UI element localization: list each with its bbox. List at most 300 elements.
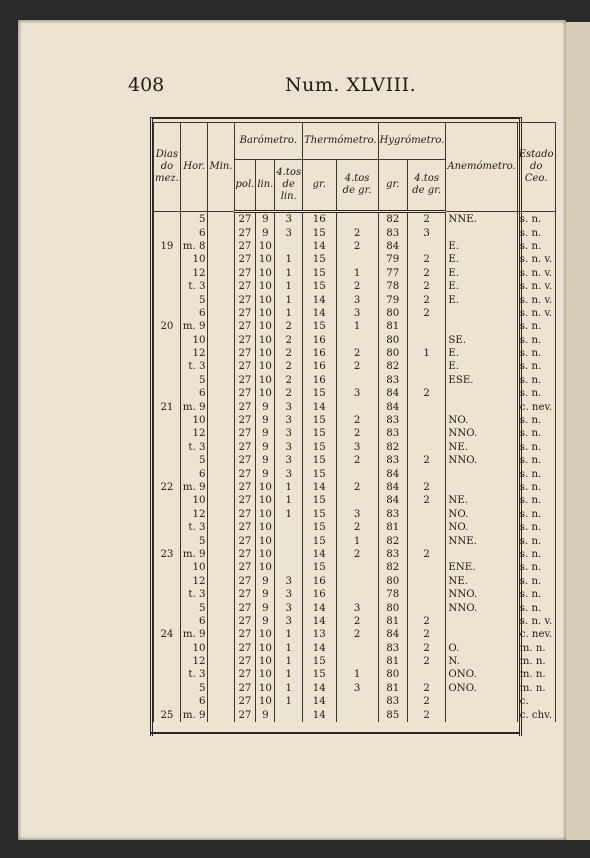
hygrometer-quarter-cell [407,427,446,440]
barometer-pol-cell: 27 [234,508,256,521]
hygrometer-quarter-cell: 2 [407,695,446,708]
anemometer-cell: SE. [446,334,517,347]
thermometer-quarter-cell: 2 [336,414,378,427]
barometer-pol-cell: 27 [234,682,256,695]
day-cell [154,561,181,574]
header-hor: Hor. [180,123,208,212]
barometer-quarter-lin-cell [275,708,303,721]
sky-state-cell: s. n. [517,441,555,454]
day-cell [154,642,181,655]
thermometer-gr-cell: 14 [303,708,336,721]
barometer-pol-cell: 27 [234,441,256,454]
thermometer-gr-cell: 14 [303,642,336,655]
thermometer-quarter-cell [336,588,378,601]
thermometer-gr-cell: 15 [303,467,336,480]
anemometer-cell: NO. [446,521,517,534]
hygrometer-gr-cell: 80 [378,334,407,347]
hour-cell: 6 [180,226,208,239]
hygrometer-gr-cell: 82 [378,360,407,373]
anemometer-cell: ESE. [446,374,517,387]
sky-state-cell: s. n. [517,494,555,507]
hygrometer-quarter-cell [407,561,446,574]
barometer-quarter-lin-cell [275,521,303,534]
sky-state-cell: s. n. [517,334,555,347]
thermometer-gr-cell: 14 [303,601,336,614]
thermometer-gr-cell: 14 [303,548,336,561]
day-cell [154,307,181,320]
thermometer-quarter-cell [336,400,378,413]
day-cell [154,374,181,387]
minute-cell [208,548,234,561]
day-cell [154,494,181,507]
barometer-pol-cell: 27 [234,360,256,373]
hygrometer-quarter-cell: 2 [407,293,446,306]
header-quartos-lin: 4.tos de lin. [275,160,303,212]
barometer-pol-cell: 27 [234,253,256,266]
barometer-lin-cell: 10 [256,293,275,306]
minute-cell [208,642,234,655]
minute-cell [208,695,234,708]
barometer-pol-cell: 27 [234,280,256,293]
thermometer-quarter-cell [336,708,378,721]
hygrometer-gr-cell: 80 [378,307,407,320]
barometer-lin-cell: 10 [256,521,275,534]
anemometer-cell: NNO. [446,454,517,467]
barometer-lin-cell: 10 [256,307,275,320]
thermometer-quarter-cell [336,212,378,227]
sky-state-cell: s. n. [517,575,555,588]
thermometer-gr-cell: 15 [303,561,336,574]
barometer-pol-cell: 27 [234,414,256,427]
thermometer-gr-cell: 16 [303,334,336,347]
thermometer-gr-cell: 14 [303,400,336,413]
minute-cell [208,655,234,668]
barometer-lin-cell: 10 [256,347,275,360]
sky-state-cell: s. n. [517,360,555,373]
barometer-quarter-lin-cell: 3 [275,467,303,480]
hygrometer-gr-cell: 83 [378,548,407,561]
anemometer-cell: E. [446,240,517,253]
header-barometro: Barómetro. [234,123,303,160]
day-cell [154,253,181,266]
hour-cell: 6 [180,467,208,480]
sky-state-cell: s. n. [517,481,555,494]
hygrometer-quarter-cell: 2 [407,307,446,320]
table-body [154,212,556,722]
thermometer-gr-cell: 15 [303,668,336,681]
minute-cell [208,360,234,373]
hour-cell: 5 [180,454,208,467]
thermometer-quarter-cell [336,655,378,668]
hygrometer-gr-cell: 82 [378,534,407,547]
day-cell [154,521,181,534]
day-cell [154,588,181,601]
day-cell: 25 [154,708,181,721]
table-row [154,655,556,668]
day-cell [154,387,181,400]
day-cell [154,682,181,695]
thermometer-gr-cell: 16 [303,347,336,360]
barometer-quarter-lin-cell: 3 [275,226,303,239]
anemometer-cell [446,387,517,400]
minute-cell [208,414,234,427]
thermometer-gr-cell: 15 [303,508,336,521]
anemometer-cell: NNE. [446,212,517,227]
thermometer-quarter-cell: 1 [336,534,378,547]
thermometer-gr-cell: 14 [303,615,336,628]
barometer-pol-cell: 27 [234,400,256,413]
thermometer-quarter-cell: 2 [336,548,378,561]
barometer-pol-cell: 27 [234,240,256,253]
hour-cell: t. 3 [180,280,208,293]
thermometer-quarter-cell: 3 [336,601,378,614]
barometer-pol-cell: 27 [234,387,256,400]
hygrometer-gr-cell: 77 [378,267,407,280]
minute-cell [208,521,234,534]
hygrometer-gr-cell: 84 [378,467,407,480]
thermometer-gr-cell: 15 [303,226,336,239]
hour-cell: m. 9 [180,708,208,721]
thermometer-gr-cell: 14 [303,695,336,708]
barometer-quarter-lin-cell: 3 [275,212,303,227]
barometer-lin-cell: 9 [256,601,275,614]
table-row [154,668,556,681]
barometer-lin-cell: 10 [256,387,275,400]
thermometer-gr-cell: 16 [303,374,336,387]
barometer-quarter-lin-cell: 2 [275,387,303,400]
sky-state-cell: s. n. [517,521,555,534]
anemometer-cell: NNO. [446,588,517,601]
hygrometer-quarter-cell: 1 [407,347,446,360]
thermometer-quarter-cell: 2 [336,481,378,494]
hour-cell: 12 [180,427,208,440]
barometer-lin-cell: 10 [256,548,275,561]
anemometer-cell [446,615,517,628]
thermometer-quarter-cell: 3 [336,307,378,320]
hygrometer-gr-cell: 81 [378,615,407,628]
minute-cell [208,240,234,253]
barometer-lin-cell: 10 [256,668,275,681]
hygrometer-quarter-cell: 2 [407,280,446,293]
barometer-quarter-lin-cell: 1 [275,267,303,280]
anemometer-cell: NE. [446,441,517,454]
hygrometer-gr-cell: 84 [378,240,407,253]
anemometer-cell: NNE. [446,534,517,547]
thermometer-gr-cell: 16 [303,360,336,373]
hour-cell: t. 3 [180,588,208,601]
day-cell [154,280,181,293]
minute-cell [208,628,234,641]
hygrometer-gr-cell: 84 [378,481,407,494]
sky-state-cell: s. n. [517,548,555,561]
hygrometer-gr-cell: 83 [378,226,407,239]
weather-observation-table [153,122,556,722]
hour-cell: 12 [180,347,208,360]
barometer-lin-cell: 10 [256,267,275,280]
barometer-quarter-lin-cell: 3 [275,427,303,440]
anemometer-cell: NO. [446,508,517,521]
barometer-pol-cell: 27 [234,212,256,227]
hygrometer-gr-cell: 82 [378,441,407,454]
barometer-quarter-lin-cell: 3 [275,454,303,467]
day-cell: 19 [154,240,181,253]
thermometer-quarter-cell: 1 [336,320,378,333]
barometer-lin-cell: 10 [256,360,275,373]
minute-cell [208,561,234,574]
thermometer-quarter-cell [336,695,378,708]
thermometer-gr-cell: 15 [303,521,336,534]
hygrometer-quarter-cell [407,441,446,454]
header-anemometro: Anemómetro. [446,123,517,212]
day-cell [154,347,181,360]
minute-cell [208,588,234,601]
thermometer-gr-cell: 14 [303,240,336,253]
thermometer-quarter-cell: 2 [336,521,378,534]
table-row [154,253,556,266]
thermometer-quarter-cell: 2 [336,454,378,467]
barometer-pol-cell: 27 [234,427,256,440]
table-row [154,521,556,534]
hygrometer-quarter-cell [407,601,446,614]
thermometer-quarter-cell [336,642,378,655]
hygrometer-quarter-cell: 2 [407,253,446,266]
minute-cell [208,534,234,547]
hygrometer-quarter-cell [407,400,446,413]
minute-cell [208,467,234,480]
minute-cell [208,280,234,293]
facing-page-edge [566,22,590,840]
minute-cell [208,601,234,614]
sky-state-cell: m. n. [517,668,555,681]
barometer-pol-cell: 27 [234,615,256,628]
minute-cell [208,441,234,454]
barometer-quarter-lin-cell [275,561,303,574]
barometer-quarter-lin-cell: 1 [275,655,303,668]
anemometer-cell: E. [446,347,517,360]
minute-cell [208,508,234,521]
barometer-pol-cell: 27 [234,708,256,721]
barometer-lin-cell: 10 [256,508,275,521]
sky-state-cell: s. n. v. [517,615,555,628]
barometer-quarter-lin-cell: 2 [275,334,303,347]
table-row [154,414,556,427]
sky-state-cell: s. n. [517,534,555,547]
anemometer-cell [446,708,517,721]
table-row [154,575,556,588]
hour-cell: 10 [180,334,208,347]
sky-state-cell: s. n. v. [517,307,555,320]
day-cell [154,534,181,547]
minute-cell [208,494,234,507]
barometer-lin-cell: 10 [256,561,275,574]
barometer-pol-cell: 27 [234,668,256,681]
header-estado: Estado do Ceo. [517,123,555,212]
header-min: Min. [208,123,234,212]
sky-state-cell: s. n. [517,427,555,440]
hygrometer-quarter-cell: 2 [407,615,446,628]
barometer-quarter-lin-cell: 3 [275,400,303,413]
sky-state-cell: s. n. [517,601,555,614]
minute-cell [208,387,234,400]
anemometer-cell [446,628,517,641]
thermometer-gr-cell: 16 [303,575,336,588]
sky-state-cell: s. n. v. [517,293,555,306]
barometer-pol-cell: 27 [234,521,256,534]
hour-cell: m. 9 [180,628,208,641]
table-row [154,427,556,440]
day-cell [154,360,181,373]
barometer-quarter-lin-cell: 1 [275,494,303,507]
hour-cell: 5 [180,212,208,227]
barometer-quarter-lin-cell: 2 [275,320,303,333]
sky-state-cell: s. n. [517,561,555,574]
header-hygro-gr: gr. [378,160,407,212]
hygrometer-quarter-cell: 2 [407,642,446,655]
barometer-lin-cell: 9 [256,615,275,628]
table-row [154,494,556,507]
thermometer-quarter-cell [336,575,378,588]
hour-cell: m. 9 [180,481,208,494]
thermometer-gr-cell: 14 [303,293,336,306]
thermometer-gr-cell: 15 [303,454,336,467]
thermometer-quarter-cell [336,467,378,480]
sky-state-cell: s. n. [517,467,555,480]
barometer-pol-cell: 27 [234,548,256,561]
hygrometer-quarter-cell: 3 [407,226,446,239]
hygrometer-gr-cell: 81 [378,682,407,695]
sky-state-cell: s. n. [517,212,555,227]
anemometer-cell [446,481,517,494]
hour-cell: 5 [180,601,208,614]
hygrometer-quarter-cell: 2 [407,212,446,227]
day-cell [154,467,181,480]
minute-cell [208,267,234,280]
barometer-lin-cell: 10 [256,642,275,655]
hygrometer-quarter-cell [407,374,446,387]
minute-cell [208,615,234,628]
table-row [154,508,556,521]
sky-state-cell: s. n. [517,226,555,239]
hygrometer-gr-cell: 80 [378,347,407,360]
minute-cell [208,708,234,721]
sky-state-cell: s. n. [517,240,555,253]
thermometer-quarter-cell: 2 [336,226,378,239]
sky-state-cell: m. n. [517,682,555,695]
hygrometer-gr-cell: 80 [378,668,407,681]
hour-cell: m. 8 [180,240,208,253]
header-dias: Dias do mez. [154,123,181,212]
barometer-lin-cell: 10 [256,682,275,695]
day-cell [154,615,181,628]
barometer-quarter-lin-cell: 1 [275,293,303,306]
minute-cell [208,293,234,306]
sky-state-cell: c. [517,695,555,708]
anemometer-cell [446,307,517,320]
barometer-lin-cell: 9 [256,588,275,601]
thermometer-gr-cell: 16 [303,212,336,227]
hour-cell: 10 [180,253,208,266]
header-hygro-quartos: 4.tos de gr. [407,160,446,212]
page-number: 408 [128,74,165,96]
thermometer-gr-cell: 15 [303,280,336,293]
day-cell [154,267,181,280]
barometer-lin-cell: 9 [256,400,275,413]
thermometer-quarter-cell [336,494,378,507]
barometer-pol-cell: 27 [234,226,256,239]
hygrometer-gr-cell: 84 [378,387,407,400]
anemometer-cell: ENE. [446,561,517,574]
table-row [154,307,556,320]
table-row [154,280,556,293]
hour-cell: 10 [180,414,208,427]
anemometer-cell: O. [446,642,517,655]
table-row [154,334,556,347]
barometer-lin-cell: 9 [256,414,275,427]
table-row [154,467,556,480]
anemometer-cell: E. [446,253,517,266]
table-row [154,628,556,641]
hour-cell: 5 [180,682,208,695]
hygrometer-quarter-cell [407,414,446,427]
table-row [154,548,556,561]
thermometer-gr-cell: 15 [303,267,336,280]
thermometer-gr-cell: 15 [303,320,336,333]
hygrometer-gr-cell: 85 [378,708,407,721]
barometer-lin-cell: 10 [256,534,275,547]
barometer-lin-cell: 9 [256,708,275,721]
day-cell [154,601,181,614]
hour-cell: 12 [180,655,208,668]
minute-cell [208,374,234,387]
hygrometer-gr-cell: 83 [378,695,407,708]
hygrometer-gr-cell: 78 [378,280,407,293]
hour-cell: m. 9 [180,400,208,413]
table-row [154,682,556,695]
hygrometer-gr-cell: 84 [378,400,407,413]
sky-state-cell: s. n. [517,508,555,521]
barometer-quarter-lin-cell: 3 [275,601,303,614]
hygrometer-gr-cell: 82 [378,212,407,227]
barometer-lin-cell: 9 [256,575,275,588]
barometer-pol-cell: 27 [234,575,256,588]
hygrometer-quarter-cell [407,534,446,547]
minute-cell [208,320,234,333]
anemometer-cell [446,400,517,413]
table-row [154,534,556,547]
hygrometer-gr-cell: 78 [378,588,407,601]
barometer-quarter-lin-cell: 1 [275,508,303,521]
hour-cell: 6 [180,695,208,708]
thermometer-quarter-cell: 1 [336,267,378,280]
table-row [154,240,556,253]
thermometer-quarter-cell: 1 [336,668,378,681]
barometer-lin-cell: 10 [256,481,275,494]
barometer-quarter-lin-cell: 1 [275,642,303,655]
anemometer-cell: NE. [446,494,517,507]
table-row [154,561,556,574]
barometer-lin-cell: 10 [256,494,275,507]
day-cell [154,575,181,588]
thermometer-quarter-cell [336,253,378,266]
table-row [154,454,556,467]
sky-state-cell: s. n. v. [517,280,555,293]
minute-cell [208,212,234,227]
thermometer-gr-cell: 15 [303,253,336,266]
anemometer-cell: NE. [446,575,517,588]
thermometer-quarter-cell: 2 [336,240,378,253]
table-row [154,360,556,373]
table-row [154,320,556,333]
